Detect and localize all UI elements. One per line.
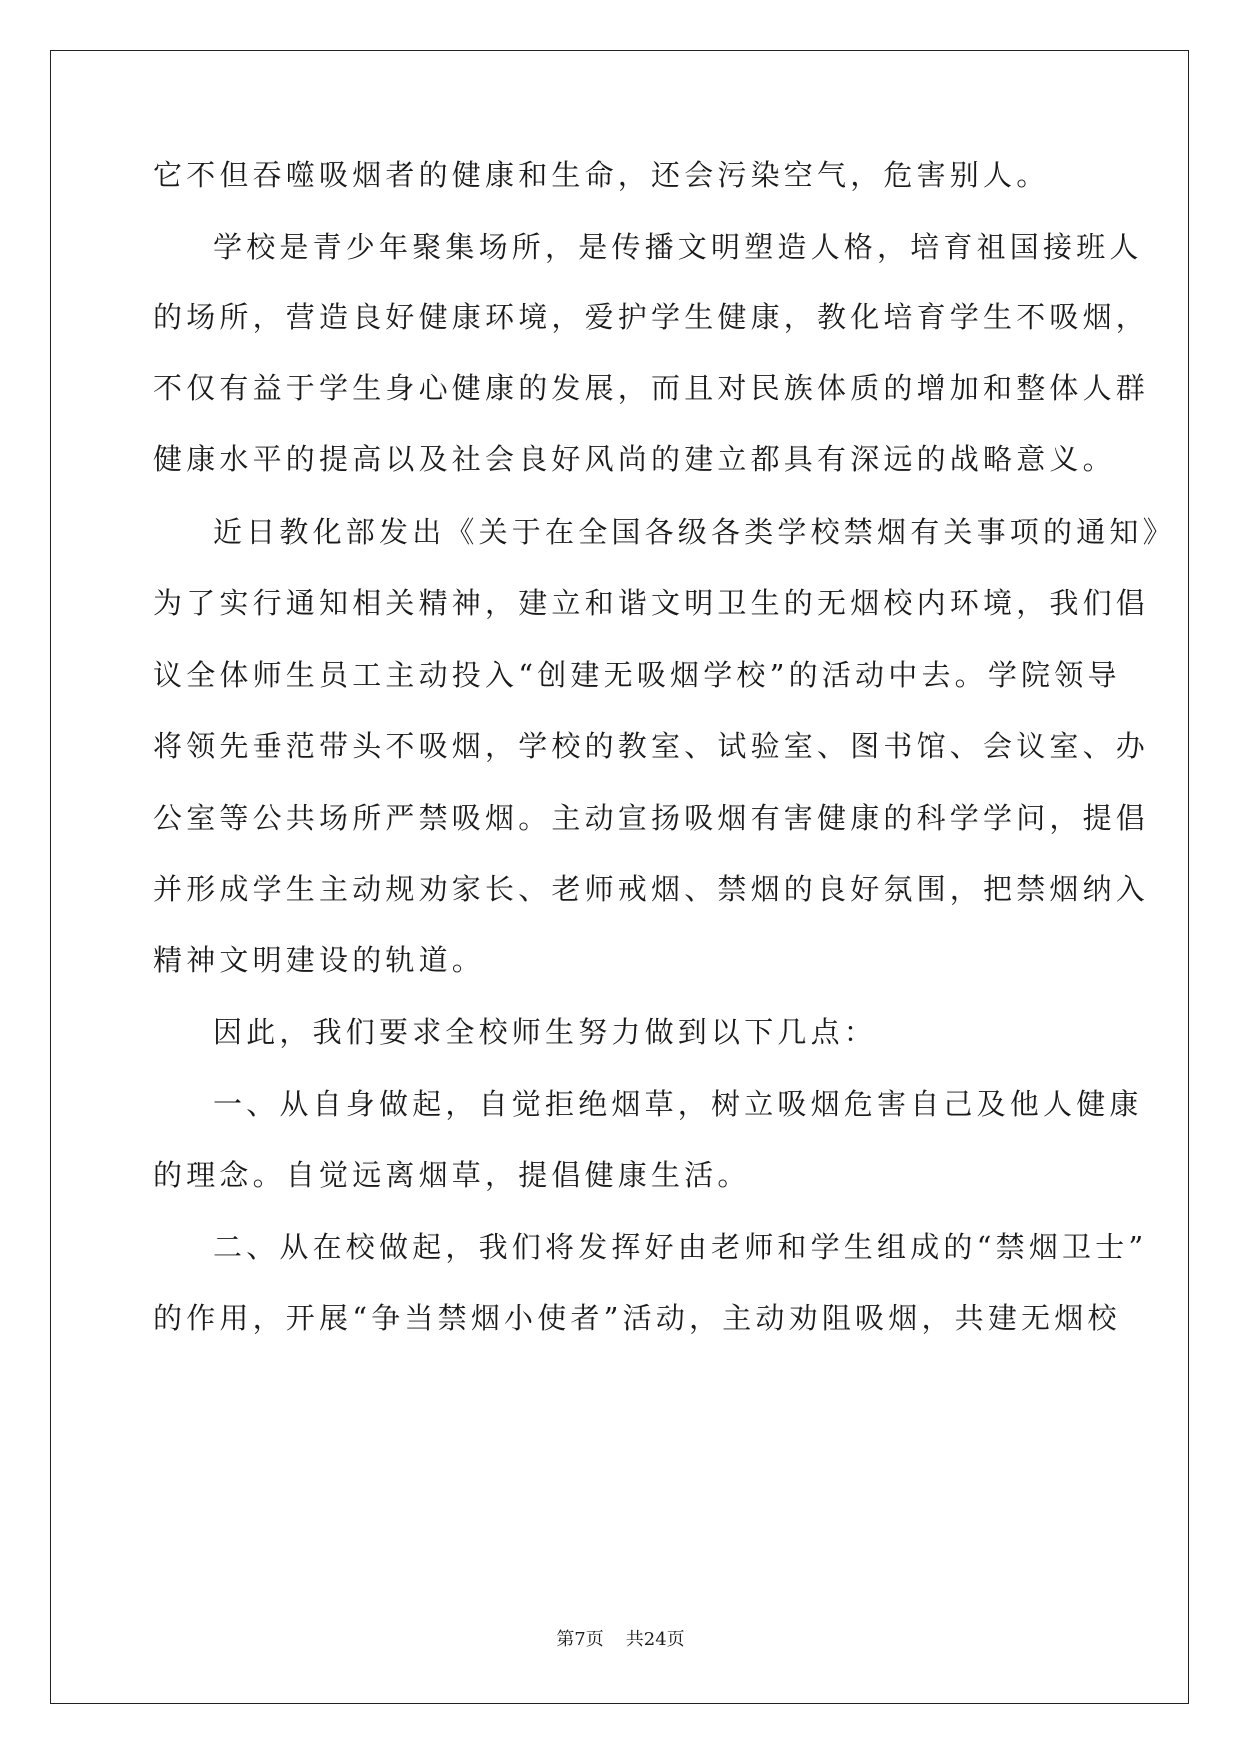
text-line: 将领先垂范带头不吸烟，学校的教室、试验室、图书馆、会议室、办 bbox=[153, 729, 1150, 763]
text-line: 不仅有益于学生身心健康的发展，而且对民族体质的增加和整体人群 bbox=[153, 371, 1150, 405]
paragraph-first-line: 因此，我们要求全校师生努力做到以下几点： bbox=[213, 1015, 878, 1049]
text-line: 精神文明建设的轨道。 bbox=[153, 943, 486, 977]
text-line: 议全体师生员工主动投入“创建无吸烟学校”的活动中去。学院领导 bbox=[153, 658, 1121, 692]
text-line: 的场所，营造良好健康环境，爱护学生健康，教化培育学生不吸烟， bbox=[153, 300, 1150, 334]
text-line: 的作用，开展“争当禁烟小使者”活动，主动劝阻吸烟，共建无烟校 bbox=[153, 1301, 1121, 1335]
text-line: 并形成学生主动规劝家长、老师戒烟、禁烟的良好氛围，把禁烟纳入 bbox=[153, 872, 1150, 906]
text-line: 为了实行通知相关精神，建立和谐文明卫生的无烟校内环境，我们倡 bbox=[153, 586, 1150, 620]
page-total: 共24页 bbox=[625, 1629, 685, 1650]
text-line: 它不但吞噬吸烟者的健康和生命，还会污染空气，危害别人。 bbox=[153, 158, 1050, 192]
page-number: 第7页 bbox=[556, 1629, 604, 1650]
text-line: 公室等公共场所严禁吸烟。主动宣扬吸烟有害健康的科学学问，提倡 bbox=[153, 801, 1150, 835]
page-footer bbox=[0, 1628, 1241, 1652]
paragraph-first-line: 二、从在校做起，我们将发挥好由老师和学生组成的“禁烟卫士” bbox=[213, 1230, 1148, 1264]
paragraph-first-line: 一、从自身做起，自觉拒绝烟草，树立吸烟危害自己及他人健康 bbox=[213, 1087, 1143, 1121]
text-line: 的理念。自觉远离烟草，提倡健康生活。 bbox=[153, 1158, 751, 1192]
paragraph-first-line: 近日教化部发出《关于在全国各级各类学校禁烟有关事项的通知》 bbox=[213, 515, 1176, 549]
text-line: 健康水平的提高以及社会良好风尚的建立都具有深远的战略意义。 bbox=[153, 442, 1116, 476]
paragraph-first-line: 学校是青少年聚集场所，是传播文明塑造人格，培育祖国接班人 bbox=[213, 230, 1143, 264]
